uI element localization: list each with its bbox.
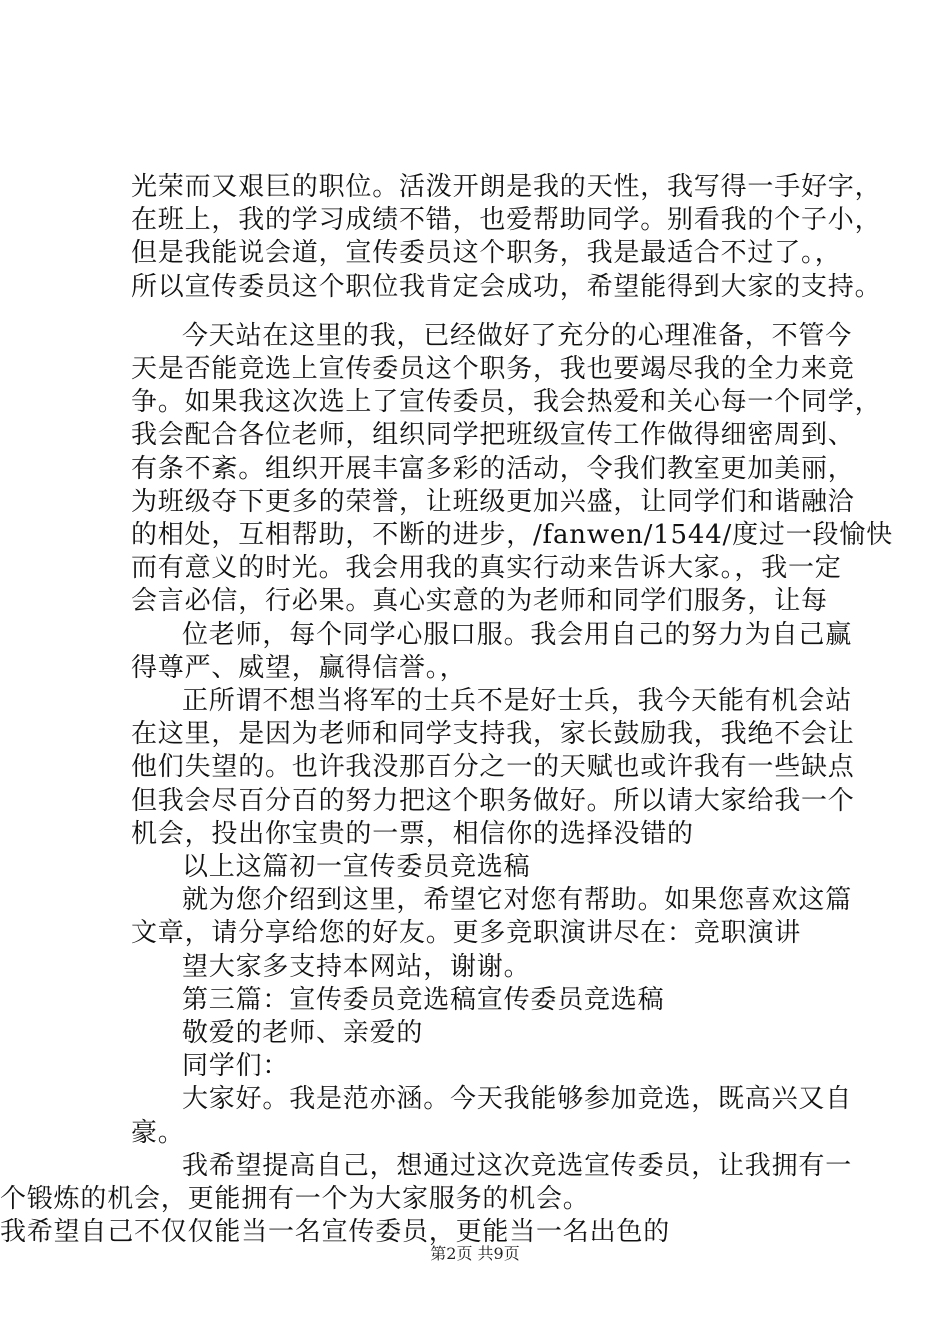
page-footer: 第2页 共9页: [430, 1244, 520, 1263]
text-line: 有条不紊。组织开展丰富多彩的活动，令我们教室更加美丽，: [131, 454, 855, 484]
text-line: 而有意义的时光。我会用我的真实行动来告诉大家。，我一定: [131, 553, 842, 583]
text-line: 光荣而又艰巨的职位。活泼开朗是我的天性，我写得一手好字，: [131, 172, 882, 202]
text-line: 就为您介绍到这里，希望它对您有帮助。如果您喜欢这篇: [182, 885, 853, 915]
text-line: 在这里，是因为老师和同学支持我，家长鼓励我，我绝不会让: [131, 719, 855, 749]
text-line: 今天站在这里的我，已经做好了充分的心理准备，不管今: [182, 321, 853, 351]
text-line: 敬爱的老师、亲爱的: [182, 1018, 424, 1048]
text-line: 同学们：: [182, 1051, 290, 1081]
text-line: 争。如果我这次选上了宣传委员，我会热爱和关心每一个同学，: [131, 387, 882, 417]
text-line: 我希望自己不仅仅能当一名宣传委员，更能当一名出色的: [0, 1217, 671, 1247]
text-line: 但是我能说会道，宣传委员这个职务，我是最适合不过了。，: [131, 238, 842, 268]
text-line: 所以宣传委员这个职位我肯定会成功，希望能得到大家的支持。: [131, 272, 882, 302]
text-line: 我希望提高自己，想通过这次竞选宣传委员，让我拥有一: [182, 1151, 853, 1181]
text-line: 为班级夺下更多的荣誉，让班级更加兴盛，让同学们和谐融洽: [131, 487, 855, 517]
text-line: 文章，请分享给您的好友。更多竞职演讲尽在：竞职演讲: [131, 918, 802, 948]
text-line: 他们失望的。也许我没那百分之一的天赋也或许我有一些缺点: [131, 752, 855, 782]
text-line: 天是否能竞选上宣传委员这个职务，我也要竭尽我的全力来竞: [131, 354, 855, 384]
text-line: 得尊严、威望，赢得信誉。，: [131, 653, 467, 683]
text-line: 会言必信，行必果。真心实意的为老师和同学们服务，让每: [131, 586, 828, 616]
text-line: 位老师，每个同学心服口服。我会用自己的努力为自己赢: [182, 620, 853, 650]
text-line: 望大家多支持本网站，谢谢。: [182, 952, 531, 982]
text-line: 我会配合各位老师，组织同学把班级宣传工作做得细密周到、: [131, 420, 855, 450]
text-line: 大家好。我是范亦涵。今天我能够参加竞选，既高兴又自: [182, 1084, 853, 1114]
text-line: 以上这篇初一宣传委员竞选稿: [182, 852, 531, 882]
text-line: 正所谓不想当将军的士兵不是好士兵，我今天能有机会站: [182, 686, 853, 716]
text-line: 豪。: [131, 1118, 185, 1148]
text-line: 个锻炼的机会，更能拥有一个为大家服务的机会。: [0, 1184, 590, 1214]
text-line: 在班上，我的学习成绩不错，也爱帮助同学。别看我的个子小，: [131, 205, 882, 235]
text-line: 机会，投出你宝贵的一票，相信你的选择没错的: [131, 819, 694, 849]
text-line: 但我会尽百分百的努力把这个职务做好。所以请大家给我一个: [131, 786, 855, 816]
section-heading: 第三篇：宣传委员竞选稿宣传委员竞选稿: [182, 985, 665, 1015]
text-line: 的相处，互相帮助，不断的进步，/fanwen/1544/度过一段愉快: [131, 520, 893, 550]
